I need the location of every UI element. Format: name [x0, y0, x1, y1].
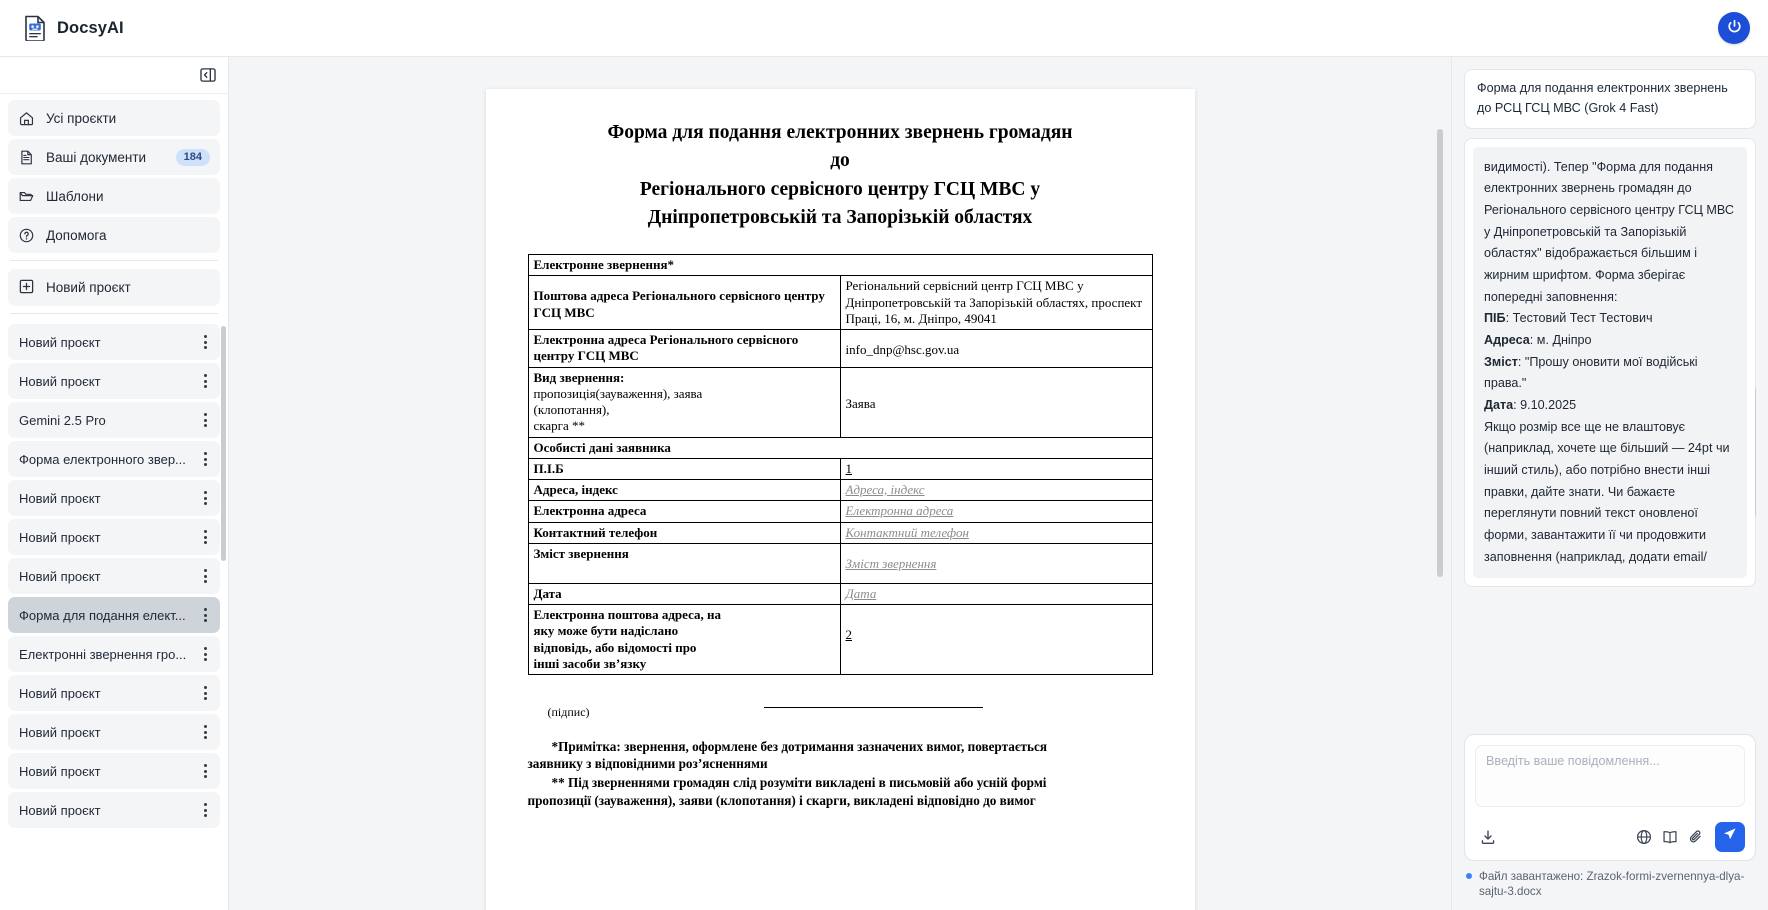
composer-toolbar — [1475, 822, 1745, 852]
document-page — [486, 89, 1195, 910]
paperclip-icon[interactable] — [1683, 824, 1709, 850]
assistant-text-post: Якщо розмір все ще не влаштовує (наприклад, хочете ще більший — 24pt чи інший стиль), або потрібно внести інші правки, дайте знати. Чи бажаєте переглянути повний текст оновленої форми, завантажити її чи продовжити заповнення (наприклад, додати email/ — [1484, 419, 1730, 564]
project-title: Форма електронного звер... — [19, 451, 186, 467]
field-placeholder: Контактний телефон — [845, 524, 969, 540]
row-value-appeal-content[interactable] — [840, 543, 1152, 583]
sidebar-header — [0, 57, 228, 94]
folder-icon — [18, 188, 35, 205]
row-value-phone[interactable] — [840, 522, 1152, 543]
assistant-kv-key-content: Зміст — [1484, 354, 1518, 369]
send-icon — [1722, 826, 1738, 847]
chat-message-list[interactable] — [1464, 69, 1756, 734]
project-title: Новий проєкт — [19, 685, 101, 701]
project-list-item[interactable] — [8, 558, 220, 594]
project-menu-icon[interactable] — [196, 800, 214, 820]
power-icon — [1726, 18, 1743, 38]
row-label-appeal-content: Зміст звернення — [528, 543, 840, 583]
assistant-kv-key-pib: ПІБ — [1484, 311, 1506, 326]
table-row — [528, 522, 1152, 543]
project-list-item[interactable] — [8, 363, 220, 399]
table-row — [528, 437, 1152, 458]
project-menu-icon[interactable] — [196, 722, 214, 742]
field-placeholder: Адреса, індекс — [845, 482, 925, 498]
document-scrollbar[interactable] — [1437, 129, 1443, 577]
chat-assistant-message — [1464, 138, 1756, 587]
reply-email-line-3: відповідь, або відомості про — [533, 639, 697, 655]
reply-email-line-2: яку може бути надіслано — [533, 623, 679, 639]
document-viewer[interactable] — [229, 57, 1451, 910]
section-header-personal-data: Особисті дані заявника — [528, 437, 1152, 458]
assistant-message-body — [1473, 147, 1747, 578]
footnote-2-continued: пропозиції (зауваження), заяви (клопотання) і скарги, викладені відповідно до вимог — [527, 792, 1036, 808]
appeal-kind-sub-1: пропозиція(зауваження), заява — [533, 385, 703, 401]
sidebar-item-help[interactable] — [8, 217, 220, 253]
plus-square-icon — [18, 278, 35, 298]
document-robot-icon — [24, 15, 46, 41]
document-title-line-4: Дніпропетровській та Запорізькій областях — [647, 206, 1033, 228]
table-row — [528, 276, 1152, 330]
project-title: Електронні звернення гро... — [19, 646, 187, 662]
chat-panel — [1451, 57, 1768, 910]
appeal-kind-sub-3: скарга ** — [533, 418, 586, 434]
main-body — [0, 57, 1768, 910]
help-circle-icon — [18, 227, 35, 244]
send-button[interactable] — [1715, 822, 1745, 852]
assistant-kv-key-date: Дата — [1484, 398, 1514, 412]
project-list-item[interactable] — [8, 792, 220, 828]
new-project-button[interactable] — [8, 269, 220, 306]
table-row — [528, 458, 1152, 479]
sidebar-item-all-projects[interactable] — [8, 100, 220, 136]
table-row — [528, 501, 1152, 522]
reply-email-line-1: Електронна поштова адреса, на — [533, 607, 722, 623]
row-value-appeal-kind: Заява — [840, 367, 1152, 437]
sidebar-item-label: Усі проєкти — [46, 110, 117, 126]
project-menu-icon[interactable] — [196, 566, 214, 586]
power-button[interactable] — [1718, 12, 1750, 44]
document-title-line-1: Форма для подання електронних звернень громадян — [607, 122, 1073, 143]
book-icon[interactable] — [1657, 824, 1683, 850]
project-menu-icon[interactable] — [196, 527, 214, 547]
sidebar-scrollbar[interactable] — [221, 326, 226, 561]
project-title: Новий проєкт — [19, 763, 101, 779]
field-placeholder: Електронна адреса — [845, 503, 954, 519]
row-label-full-name: П.І.Б — [528, 458, 840, 479]
sidebar-divider-projects — [10, 313, 218, 314]
field-value: 1 — [845, 460, 852, 476]
footnote-2-line-1: ** Під зверненнями громадян слід розуміти викладені в письмовій або усній формі — [551, 775, 1047, 791]
row-label-date: Дата — [528, 583, 840, 604]
table-row — [528, 480, 1152, 501]
row-label-postal-address: Поштова адреса Регіонального сервісного центру ГСЦ МВС — [528, 276, 840, 330]
project-menu-icon[interactable] — [196, 488, 214, 508]
signature-line — [764, 707, 983, 708]
footnote-1 — [528, 738, 1153, 755]
project-list-item[interactable] — [8, 675, 220, 711]
row-value-full-name[interactable] — [840, 458, 1152, 479]
project-list-item[interactable] — [8, 753, 220, 789]
brand-name: DocsyAI — [57, 18, 124, 37]
project-menu-icon[interactable] — [196, 605, 214, 625]
row-label-email-address: Електронна адреса Регіонального сервісного центру ГСЦ МВС — [528, 330, 840, 368]
chat-input[interactable] — [1475, 745, 1745, 807]
project-list-item[interactable] — [8, 324, 220, 360]
row-value-date[interactable] — [840, 583, 1152, 604]
document-title-line-3: Регіонального сервісного центру ГСЦ МВС у — [639, 178, 1041, 200]
signature-row — [528, 705, 1153, 720]
project-list-item[interactable] — [8, 402, 220, 438]
section-header-electronic-appeal: Електронне звернення* — [528, 255, 1152, 276]
footnote-1-continued: заявнику з відповідними роз’ясненнями — [527, 756, 768, 772]
appeal-form-table — [528, 254, 1153, 675]
file-upload-text: Файл завантажено: Zrazok-formi-zvernennya-dlya-sajtu-3.docx — [1479, 869, 1745, 899]
project-title: Новий проєкт — [19, 529, 101, 545]
row-label-address: Адреса, індекс — [528, 480, 840, 501]
project-menu-icon[interactable] — [196, 644, 214, 664]
project-menu-icon[interactable] — [196, 449, 214, 469]
sidebar-item-label: Шаблони — [46, 188, 104, 204]
assistant-text-pre: видимості). Тепер "Форма для подання електронних звернень громадян до Регіонального сервісного центру ГСЦ МВС у Дніпропетровській та Запорізькій областях" відображається більшим і жирним шрифтом. Форма зберігає попередні заповнення: — [1484, 159, 1734, 304]
row-label-reply-email — [528, 605, 840, 675]
sidebar-item-your-documents[interactable] — [8, 139, 220, 175]
table-row — [528, 255, 1152, 276]
project-list-item[interactable] — [8, 480, 220, 516]
appeal-kind-sub-2: (клопотання), — [533, 402, 610, 418]
top-bar — [0, 0, 1768, 57]
signature-label: (підпис) — [547, 705, 590, 720]
sidebar-divider-top — [10, 260, 218, 261]
project-list — [8, 322, 220, 828]
footnote-1-line-1: *Примітка: звернення, оформлене без дотримання зазначених вимог, повертається — [551, 739, 1047, 755]
assistant-kv-value-content: : "Прошу оновити мої водійські права." — [1484, 354, 1698, 391]
reply-email-line-4: інші засоби зв’язку — [533, 655, 647, 671]
row-value-email-address: info_dnp@hsc.gov.ua — [840, 330, 1152, 368]
row-value-reply-email[interactable] — [840, 605, 1152, 675]
sidebar-item-label: Ваші документи — [46, 149, 147, 165]
table-row — [528, 330, 1152, 368]
project-title: Новий проєкт — [19, 373, 101, 389]
home-icon — [18, 110, 35, 127]
row-label-applicant-email: Електронна адреса — [528, 501, 840, 522]
project-list-item[interactable] — [8, 714, 220, 750]
assistant-kv-key-address: Адреса — [1484, 333, 1530, 348]
chat-scrollbar[interactable] — [1755, 387, 1756, 517]
sidebar-item-label: Допомога — [46, 227, 107, 243]
sidebar — [0, 57, 229, 910]
project-list-item[interactable] — [8, 519, 220, 555]
chat-composer — [1464, 734, 1756, 861]
row-label-phone: Контактний телефон — [528, 522, 840, 543]
field-value: 2 — [845, 627, 852, 643]
project-title: Gemini 2.5 Pro — [19, 412, 106, 428]
project-menu-icon[interactable] — [196, 332, 214, 352]
page-title — [528, 119, 1153, 232]
chat-user-message: Форма для подання електронних звернень до РСЦ ГСЦ МВС (Grok 4 Fast) — [1464, 69, 1756, 129]
documents-count-badge: 184 — [176, 149, 210, 166]
assistant-kv-value-date: : 9.10.2025 — [1513, 398, 1577, 412]
appeal-kind-bold: Вид звернення: — [533, 369, 625, 385]
row-value-applicant-email[interactable] — [840, 501, 1152, 522]
footnote-2 — [528, 774, 1153, 791]
project-menu-icon[interactable] — [196, 761, 214, 781]
project-title: Новий проєкт — [19, 334, 101, 350]
project-list-item[interactable] — [8, 636, 220, 672]
new-project-label: Новий проєкт — [46, 280, 131, 295]
project-title: Новий проєкт — [19, 568, 101, 584]
project-menu-icon[interactable] — [196, 683, 214, 703]
table-row — [528, 367, 1152, 437]
table-row — [528, 543, 1152, 583]
field-placeholder: Зміст звернення — [845, 555, 937, 571]
globe-icon[interactable] — [1631, 824, 1657, 850]
sidebar-scroll-area[interactable] — [0, 94, 228, 910]
row-value-postal-address: Регіональний сервісний центр ГСЦ МВС у Дніпропетровській та Запорізькій областях, проспект Праці, 16, м. Дніпро, 49041 — [840, 276, 1152, 330]
row-value-address[interactable] — [840, 480, 1152, 501]
download-icon[interactable] — [1475, 824, 1501, 850]
assistant-kv-value-address: : м. Дніпро — [1529, 333, 1592, 348]
sidebar-item-templates[interactable] — [8, 178, 220, 214]
project-title: Новий проєкт — [19, 802, 101, 818]
table-row — [528, 605, 1152, 675]
project-list-item[interactable] — [8, 441, 220, 477]
row-label-appeal-kind — [528, 367, 840, 437]
project-title: Новий проєкт — [19, 724, 101, 740]
assistant-kv-value-pib: : Тестовий Тест Тестович — [1505, 311, 1653, 326]
project-title: Новий проєкт — [19, 490, 101, 506]
document-title-line-2: до — [830, 150, 850, 172]
project-title: Форма для подання елект... — [19, 607, 186, 623]
field-placeholder: Дата — [845, 585, 877, 601]
project-menu-icon[interactable] — [196, 371, 214, 391]
document-icon — [18, 149, 35, 166]
panel-collapse-icon[interactable] — [198, 65, 218, 85]
project-menu-icon[interactable] — [196, 410, 214, 430]
table-row — [528, 583, 1152, 604]
file-upload-note — [1464, 869, 1756, 910]
project-list-item-selected[interactable] — [8, 597, 220, 633]
status-dot-icon — [1466, 873, 1472, 879]
brand — [24, 15, 124, 41]
